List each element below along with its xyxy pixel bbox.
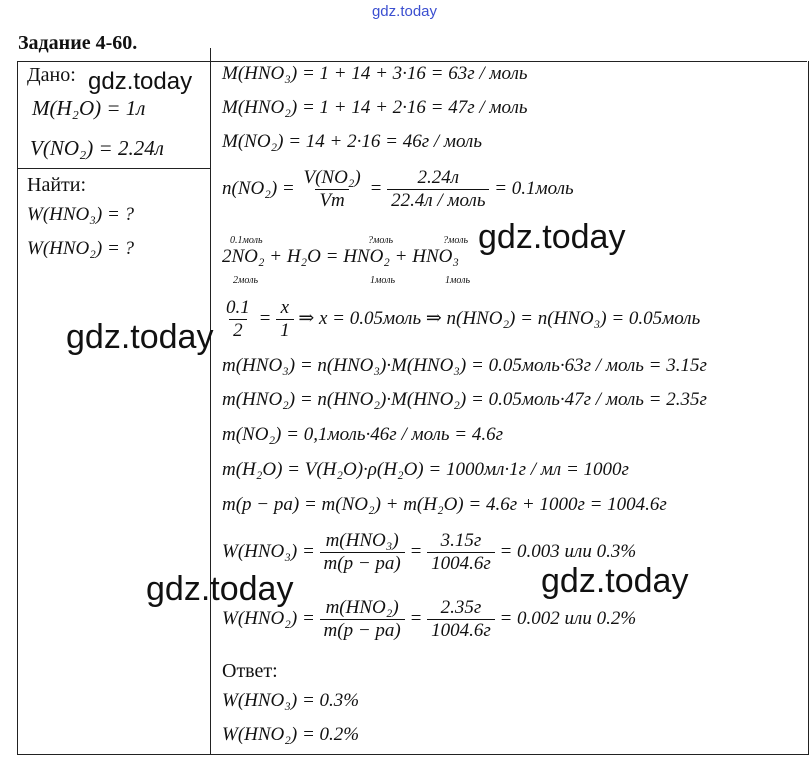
- watermark: gdz.today: [66, 318, 214, 356]
- moles-no2-fraction-1: [299, 167, 364, 212]
- molar-mass-hno2: M(HNO₂) = 1 + 14 + 2·16 = 47г / моль: [222, 97, 528, 118]
- fraction-numerator: m(HNO₂): [325, 597, 399, 618]
- reaction-coef-bottom-2: 1моль: [370, 275, 396, 286]
- moles-no2-lhs: n(NO₂) =: [222, 177, 295, 199]
- reaction-coef-top-3: ?моль: [443, 235, 469, 246]
- proportion-result: ⇒ x = 0.05моль ⇒ n(HNO₂) = n(HNO₃) = 0.05моль: [298, 307, 701, 329]
- w-hno2-result: = 0.002 или 0.2%: [499, 607, 637, 629]
- fraction-denominator: 22.4л / моль: [387, 189, 489, 212]
- fraction-hno2-line: W(HNO₂) = $\frac{\text{m(HNO₂)}}{m(p - pa)}$ = $\frac{2.35г}{1004.6г}$ = 0.002 или 0.2%: [222, 597, 637, 641]
- task-title: Задание 4-60.: [18, 32, 138, 54]
- given-water: M(H₂O) = 1л: [32, 96, 146, 120]
- fraction-denominator: 1004.6г: [427, 552, 495, 575]
- w-hno3-result: = 0.003 или 0.3%: [499, 540, 637, 562]
- fraction-numerator: x: [280, 297, 290, 318]
- reaction-coef-top-2: ?моль: [368, 235, 394, 246]
- mass-solution: m(p − pa) = m(NO₂) + m(H₂O) = 4.6г + 1000г = 1004.6г: [222, 494, 667, 515]
- watermark: gdz.today: [478, 218, 626, 256]
- moles-no2-result: = 0.1моль: [494, 177, 574, 199]
- site-link[interactable]: gdz.today: [371, 3, 438, 20]
- fraction-denominator: 2: [229, 319, 247, 342]
- given-find-divider: [17, 168, 210, 169]
- reaction-coef-top-1: 0.1моль: [230, 235, 263, 246]
- w-hno3-lhs: W(HNO₃) =: [222, 540, 315, 562]
- w-hno3-fraction-2: [427, 530, 495, 575]
- w-hno3-fraction-1: [320, 530, 405, 575]
- moles-no2-fraction-2: [387, 167, 489, 212]
- molar-mass-hno3: M(HNO₃) = 1 + 14 + 3·16 = 63г / моль: [222, 63, 528, 84]
- find-w-hno3: W(HNO₃) = ?: [27, 204, 135, 225]
- watermark: gdz.today: [146, 570, 294, 608]
- column-divider: [210, 48, 211, 754]
- watermark: gdz.today: [541, 562, 689, 600]
- w-hno2-fraction-1: [320, 597, 405, 642]
- mass-hno2: m(HNO₂) = n(HNO₂)·M(HNO₂) = 0.05моль·47г / моль = 2.35г: [222, 389, 707, 410]
- reaction-coef-bottom-1: 2моль: [233, 275, 259, 286]
- fraction-numerator: 3.15г: [440, 530, 482, 551]
- mass-no2: m(NO₂) = 0,1моль·46г / моль = 4.6г: [222, 424, 504, 445]
- reaction-coef-bottom-3: 1моль: [445, 275, 471, 286]
- moles-no2-formula: n(NO₂) = $\frac{\text{V(NO₂)}}{Vm}$ = $\frac{2.24л}{\text{22.4л / моль}}$ = 0.1моль: [222, 167, 574, 211]
- fraction-numerator: 0.1: [226, 297, 250, 318]
- proportion-fraction-1: [222, 297, 254, 342]
- fraction-numerator: m(HNO₃): [325, 530, 399, 551]
- proportion-fraction-2: [276, 297, 294, 342]
- molar-mass-no2: M(NO₂) = 14 + 2·16 = 46г / моль: [222, 131, 482, 152]
- proportion-line: $\frac{0.1}{2}$ = $\frac{x}{1}$ ⇒ x = 0.05моль ⇒ n(HNO₂) = n(HNO₃) = 0.05моль: [222, 297, 700, 342]
- find-w-hno2: W(HNO₂) = ?: [27, 238, 135, 259]
- fraction-numerator: 2.35г: [440, 597, 482, 618]
- fraction-numerator: 2.24л: [417, 167, 460, 188]
- answer-label: Ответ:: [222, 660, 278, 682]
- find-label: Найти:: [27, 174, 87, 196]
- fraction-denominator: m(p − pa): [320, 619, 405, 642]
- answer-w-hno2: W(HNO₂) = 0.2%: [222, 724, 360, 745]
- reaction-equation: 2NO₂ + H₂O = HNO₂ + HNO₃: [222, 246, 459, 267]
- w-hno2-fraction-2: [427, 597, 495, 642]
- answer-w-hno3: W(HNO₃) = 0.3%: [222, 690, 360, 711]
- watermark: gdz.today: [88, 68, 193, 95]
- fraction-hno3-line: W(HNO₃) = $\frac{\text{m(HNO₃)}}{m(p - pa)}$ = $\frac{3.15г}{1004.6г}$ = 0.003 или 0.3%: [222, 530, 637, 574]
- mass-hno3: m(HNO₃) = n(HNO₃)·M(HNO₃) = 0.05моль·63г / моль = 3.15г: [222, 355, 707, 376]
- fraction-denominator: 1: [276, 319, 294, 342]
- mass-water: m(H₂O) = V(H₂O)·ρ(H₂O) = 1000мл·1г / мл = 1000г: [222, 459, 629, 480]
- fraction-denominator: 1004.6г: [427, 619, 495, 642]
- fraction-denominator: m(p − pa): [320, 552, 405, 575]
- given-no2-volume: V(NO₂) = 2.24л: [30, 136, 164, 160]
- given-label: Дано:: [27, 64, 76, 86]
- fraction-numerator: V(NO₂): [303, 167, 361, 188]
- fraction-denominator: Vm: [315, 189, 348, 212]
- w-hno2-lhs: W(HNO₂) =: [222, 607, 315, 629]
